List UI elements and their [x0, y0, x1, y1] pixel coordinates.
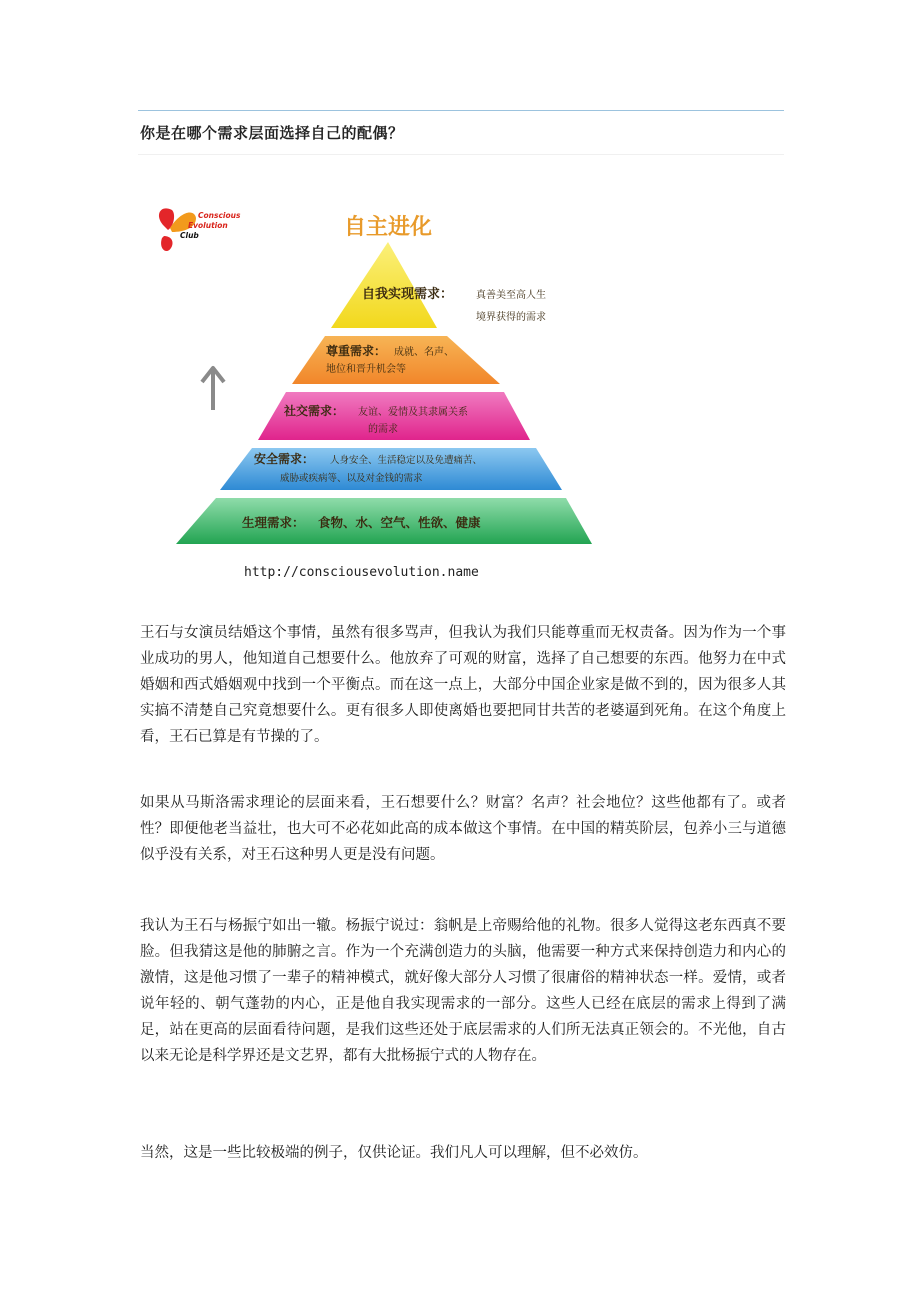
- tier-3-desc-2: 的需求: [368, 424, 398, 435]
- paragraph-4: 当然，这是一些比较极端的例子，仅供论证。我们凡人可以理解，但不必效仿。: [140, 1145, 648, 1161]
- tier-4-name: 安全需求：: [254, 452, 315, 466]
- tier-4-desc-1: 人身安全、生活稳定以及免遭痛苦、: [330, 455, 483, 466]
- page-title: 你是在哪个需求层面选择自己的配偶？: [140, 124, 404, 142]
- tier-1-desc-2: 境界获得的需求: [476, 312, 546, 323]
- tier-2-name: 尊重需求：: [326, 344, 387, 358]
- maslow-pyramid-figure: [150, 198, 610, 588]
- paragraph-1: 王石与女演员结婚这个事情，虽然有很多骂声，但我认为我们只能尊重而无权责备。因为作为一个事业成功的男人，他知道自己想要什么。他放弃了可观的财富，选择了自己想要的东西。他努力在中式婚姻和西式婚姻观中找到一个平衡点。而在这一点上，大部分中国企业家是做不到的，因为很多人其实搞不清楚自己究竟想要什么。更有很多人即使离婚也要把同甘共苦的老婆逼到死角。在这个角度上看，王石已算是有节操的了。: [140, 625, 786, 745]
- tier-3-desc-1: 友谊、爱情及其隶属关系: [358, 407, 468, 418]
- conscious-evolution-logo: [159, 208, 241, 251]
- pyramid-top-label: 自主进化: [343, 215, 433, 240]
- logo-line-1: Conscious: [198, 211, 241, 220]
- paragraph-3: 我认为王石与杨振宁如出一辙。杨振宁说过：翁帆是上帝赐给他的礼物。很多人觉得这老东西真不要脸。但我猜这是他的肺腑之言。作为一个充满创造力的头脑，他需要一种方式来保持创造力和内心的激情，这是他习惯了一辈子的精神模式，就好像大部分人习惯了很庸俗的精神状态一样。爱情，或者说年轻的、朝气蓬勃的内心，正是他自我实现需求的一部分。这些人已经在底层的需求上得到了满足，站在更高的层面看待问题，是我们这些还处于底层需求的人们所无法真正领会的。不光他，自古以来无论是科学界还是文艺界，都有大批杨振宁式的人物存在。: [140, 918, 786, 1064]
- tier-self-actualization: [331, 242, 437, 328]
- tier-1-desc-1: 真善美至高人生: [476, 290, 546, 301]
- logo-line-2: Evolution: [188, 221, 228, 230]
- tier-2-desc-1: 成就、名声、: [394, 347, 454, 358]
- tier-5-name: 生理需求：: [242, 515, 305, 530]
- paragraph-2: 如果从马斯洛需求理论的层面来看，王石想要什么？财富？名声？社会地位？这些他都有了。或者性？即便他老当益壮，也大可不必花如此高的成本做这个事情。在中国的精英阶层，包养小三与道德似乎没有关系，对王石这种男人更是没有问题。: [140, 795, 786, 863]
- up-arrow-icon: [202, 368, 224, 410]
- tier-5-desc-1: 食物、水、空气、性欲、健康: [318, 515, 481, 530]
- top-divider: [138, 110, 784, 111]
- tier-esteem: [292, 336, 500, 384]
- logo-line-3: Club: [180, 231, 199, 240]
- tier-3-name: 社交需求：: [284, 404, 345, 418]
- figure-url: http://consciousevolution.name: [244, 565, 479, 580]
- title-divider: [138, 154, 784, 155]
- tier-4-desc-2: 威胁或疾病等、以及对金钱的需求: [280, 473, 423, 484]
- tier-1-name: 自我实现需求：: [362, 287, 454, 302]
- tier-2-desc-2: 地位和晋升机会等: [326, 364, 406, 375]
- butterfly-wing-lower-icon: [161, 236, 172, 251]
